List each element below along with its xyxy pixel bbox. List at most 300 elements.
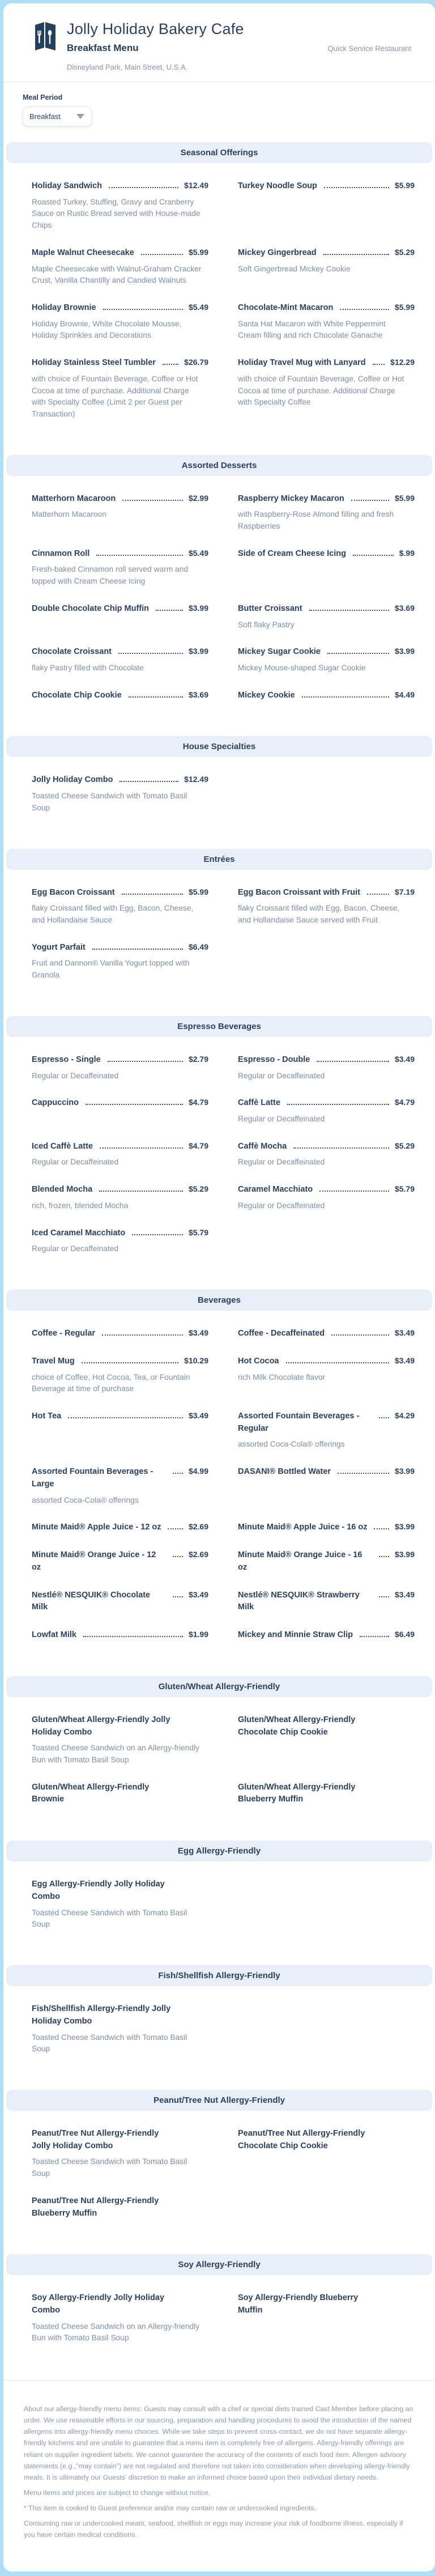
menu-item-head	[238, 1097, 415, 1110]
menu-item-head	[32, 2128, 208, 2153]
menu-item	[32, 1714, 208, 1766]
menu-item-head	[32, 2003, 208, 2028]
item-name: Matterhorn Macaroon	[32, 494, 116, 503]
menu-section	[3, 455, 435, 723]
dot-leader	[319, 1191, 389, 1192]
section-items-grid	[3, 2275, 435, 2365]
item-name: Minute Maid® Apple Juice - 12 oz	[32, 1523, 161, 1532]
item-description: Toasted Cheese Sandwich with Tomato Basil Soup	[32, 2033, 187, 2054]
item-price: $1.99	[188, 1630, 208, 1639]
menu-item-head	[32, 302, 208, 314]
menu-item	[32, 493, 208, 533]
item-price: $10.29	[184, 1355, 208, 1365]
menu-item-head	[32, 1227, 208, 1240]
disclaimer-allergy: About our allergy-friendly menu items: Guests may consult with a chef or special diets trained Cast Member before placing an order. We use reasonable efforts in our sourcing, preparation and handling procedures to avoid the introduction of the named allergens into allergy-friendly menu choices. While we take steps to prevent cross-contact, we do not have separate allergy-friendly kitchens and are unable to guarantee that a menu item is completely free of allergens. Allergy-friendly offerings are reliant on supplier ingredient labels. We cannot guarantee the accuracy of the contents of each food item. Allergen advisory statements (e.g.,"may contain") are not regulated and therefore not taken into consideration when developing allergy-friendly meals. It is ultimately our Guests' discretion to make an informed choice based upon their individual dietary needs.	[24, 2405, 413, 2481]
dot-leader	[379, 1556, 389, 1557]
section-header-bar	[6, 849, 432, 870]
item-name: Jolly Holiday Combo	[32, 775, 113, 785]
item-price: $7.19	[394, 887, 415, 896]
menu-item-head	[238, 1466, 415, 1478]
menu-item-head	[32, 1410, 208, 1423]
menu-item	[32, 774, 208, 814]
menu-item	[32, 887, 208, 926]
menu-item-head	[32, 1521, 208, 1534]
item-price: $3.99	[394, 1550, 415, 1559]
dot-leader	[331, 1334, 389, 1336]
menu-item-head	[238, 1410, 415, 1435]
section-header-bar	[6, 2090, 432, 2111]
menu-item-head	[238, 646, 415, 658]
item-price: $5.79	[394, 1184, 415, 1194]
item-description: Toasted Cheese Sandwich with Tomato Basil Soup	[32, 792, 187, 812]
menu-item	[238, 1355, 415, 1395]
menu-item-head	[32, 646, 208, 658]
dot-leader	[82, 1362, 178, 1363]
menu-item-head	[238, 548, 415, 560]
meal-period-dropdown[interactable]	[23, 107, 92, 126]
menu-item	[238, 1589, 415, 1614]
item-description: Holiday Brownie, White Chocolate Mousse, Holiday Sprinkles and Decorations	[32, 319, 182, 340]
menu-item	[32, 942, 208, 981]
dot-leader	[173, 1596, 183, 1597]
item-name: Fish/Shellfish Allergy-Friendly Jolly Holiday Combo	[32, 2004, 171, 2026]
dot-leader	[173, 1556, 183, 1557]
item-price: $6.49	[394, 1630, 415, 1639]
dot-leader	[163, 364, 178, 365]
item-description: Toasted Cheese Sandwich on an Allergy-friendly Bun with Tomato Basil Soup	[32, 1744, 200, 1764]
item-price: $3.69	[188, 690, 208, 699]
item-name: Espresso - Single	[32, 1055, 101, 1064]
menu-section	[3, 2090, 435, 2241]
menu-item-head	[32, 2292, 208, 2317]
item-price: $4.79	[394, 1098, 415, 1107]
item-name: Hot Tea	[32, 1411, 62, 1421]
menu-item	[238, 1097, 415, 1125]
item-price: $3.49	[188, 1589, 208, 1599]
menu-item	[238, 1782, 415, 1806]
menu-item-head	[238, 180, 415, 193]
dot-leader	[92, 949, 183, 950]
item-name: Mickey Sugar Cookie	[238, 647, 321, 657]
menu-item-head	[32, 1328, 208, 1340]
menu-item-head	[32, 1549, 208, 1574]
menu-item	[238, 1184, 415, 1212]
item-price: $5.99	[188, 887, 208, 896]
dot-leader	[173, 1473, 183, 1474]
section-title: Seasonal Offerings	[180, 148, 258, 158]
item-price: $12.29	[390, 358, 415, 367]
page-title: Jolly Holiday Bakery Cafe	[67, 20, 244, 37]
item-name: Egg Bacon Croissant	[32, 887, 115, 897]
dot-leader	[317, 1061, 389, 1062]
dot-leader	[122, 500, 183, 501]
menu-item	[32, 1328, 208, 1340]
menu-item	[238, 1054, 415, 1082]
menu-item-head	[32, 493, 208, 505]
dot-leader	[156, 610, 183, 611]
section-title: Beverages	[198, 1295, 241, 1305]
item-name: Minute Maid® Apple Juice - 16 oz	[238, 1523, 368, 1532]
dot-leader	[351, 500, 389, 501]
item-price: $3.99	[394, 647, 415, 656]
item-name: DASANI® Bottled Water	[238, 1467, 331, 1477]
item-description: flaky Pastry filled with Chocolate	[32, 664, 144, 672]
item-price: $3.49	[394, 1589, 415, 1599]
item-description: assorted Coca-Cola® offerings	[32, 1495, 139, 1504]
meal-period-label: Meal Period	[23, 93, 63, 101]
section-header-bar	[6, 142, 432, 163]
item-name: Holiday Stainless Steel Tumbler	[32, 358, 156, 368]
item-name: Caramel Macchiato	[238, 1185, 313, 1195]
menu-item	[238, 1549, 415, 1574]
menu-item-head	[32, 357, 208, 369]
menu-item	[238, 1410, 415, 1451]
menu-item-head	[32, 774, 208, 787]
item-description: Regular or Decaffeinated	[32, 1158, 119, 1167]
item-name: Mickey and Minnie Straw Clip	[238, 1630, 353, 1639]
menu-item	[32, 1355, 208, 1395]
menu-item	[32, 1227, 208, 1255]
item-description: Toasted Cheese Sandwich on an Allergy-friendly Bun with Tomato Basil Soup	[32, 2322, 200, 2343]
menu-section	[3, 1965, 435, 2076]
menu-item-head	[32, 1184, 208, 1196]
menu-item-head	[238, 1054, 415, 1066]
menu-item-head	[238, 1328, 415, 1340]
item-price: $2.69	[188, 1550, 208, 1559]
item-price: $5.49	[188, 302, 208, 312]
item-price: $4.79	[188, 1141, 208, 1150]
dot-leader	[338, 1473, 389, 1474]
menu-item-head	[32, 1054, 208, 1066]
menu-item	[238, 1714, 415, 1766]
menu-item	[238, 603, 415, 631]
item-description: Fresh-baked Cinnamon roll served warm and topped with Cream Cheese Icing	[32, 565, 189, 586]
menu-item-head	[32, 1589, 208, 1614]
menu-item-head	[238, 1629, 415, 1642]
item-price: $3.49	[394, 1355, 415, 1365]
menu-book-icon	[32, 22, 58, 51]
item-price: $3.49	[394, 1328, 415, 1337]
item-name: Gluten/Wheat Allergy-Friendly Jolly Holiday Combo	[32, 1715, 170, 1737]
menu-item	[32, 2128, 208, 2180]
item-price: $2.99	[188, 493, 208, 503]
menu-item-head	[238, 357, 415, 369]
dot-leader	[102, 1334, 183, 1336]
menu-item-head	[32, 603, 208, 615]
menu-item-head	[32, 1466, 208, 1491]
item-price: $12.49	[184, 775, 208, 784]
section-items-grid	[3, 870, 435, 1002]
menu-item-head	[32, 1355, 208, 1368]
item-description: Regular or Decaffeinated	[238, 1158, 325, 1167]
restaurant-header	[3, 3, 435, 82]
dot-leader	[379, 1417, 389, 1418]
dot-leader	[367, 894, 389, 895]
item-name: Gluten/Wheat Allergy-Friendly Brownie	[32, 1782, 150, 1804]
item-description: flaky Croissant filled with Egg, Bacon, Cheese, and Hollandaise Sauce served with Fruit	[238, 904, 400, 924]
item-name: Gluten/Wheat Allergy-Friendly Blueberry Muffin	[238, 1782, 356, 1804]
section-items-grid	[3, 1037, 435, 1276]
menu-item-head	[238, 603, 415, 615]
item-price: $3.69	[394, 603, 415, 613]
item-name: Chocolate Croissant	[32, 647, 112, 657]
menu-item	[32, 2292, 208, 2344]
item-price: $3.49	[188, 1410, 208, 1420]
menu-item	[238, 690, 415, 702]
dot-leader	[360, 1636, 389, 1637]
menu-item-head	[238, 1549, 415, 1574]
item-price: $5.49	[188, 548, 208, 558]
menu-item-head	[238, 1782, 415, 1806]
item-name: Minute Maid® Orange Juice - 12 oz	[32, 1550, 156, 1572]
section-items-grid	[3, 1986, 435, 2076]
menu-item-head	[32, 887, 208, 899]
item-name: Blended Mocha	[32, 1185, 93, 1195]
menu-item-head	[32, 180, 208, 193]
item-price: $3.99	[394, 1466, 415, 1476]
item-description: with choice of Fountain Beverage, Coffee or Hot Cocoa at time of purchase. Additional Charge with Specialty Coffee (Limit 2 per Guest per Transaction)	[32, 374, 198, 418]
dot-leader	[68, 1417, 183, 1418]
item-price: $5.29	[394, 247, 415, 257]
item-price: $.99	[399, 548, 415, 558]
item-name: Iced Caramel Macchiato	[32, 1228, 126, 1238]
menu-item	[238, 646, 415, 674]
menu-section	[3, 1016, 435, 1276]
item-description: rich, frozen, blended Mocha	[32, 1201, 129, 1210]
menu-item	[32, 1549, 208, 1574]
item-name: Hot Cocoa	[238, 1356, 279, 1366]
dot-leader	[353, 555, 394, 556]
disclaimer-cooked: * This item is cooked to Guest preference and/or may contain raw or undercooked ingredients.	[24, 2503, 317, 2512]
dot-leader	[86, 1104, 183, 1105]
item-price: $3.99	[188, 647, 208, 656]
item-name: Holiday Brownie	[32, 303, 96, 312]
item-price: $3.49	[188, 1328, 208, 1337]
item-price: $5.79	[188, 1227, 208, 1237]
dot-leader	[99, 1191, 183, 1192]
menu-item	[238, 1629, 415, 1642]
menu-item	[238, 302, 415, 342]
menu-item	[238, 548, 415, 588]
item-description: Maple Cheesecake with Walnut-Graham Cracker Crust, Vanilla Chantilly and Candied Walnuts	[32, 264, 202, 285]
item-description: Roasted Turkey, Stuffing, Gravy and Cranberry Sauce on Rustic Bread served with House-made Chips	[32, 197, 201, 230]
section-items-grid	[3, 1861, 435, 1952]
item-name: Egg Allergy-Friendly Jolly Holiday Combo	[32, 1880, 165, 1901]
section-header-bar	[6, 1290, 432, 1311]
section-items-grid	[3, 757, 435, 835]
item-name: Holiday Travel Mug with Lanyard	[238, 358, 366, 368]
menu-item	[32, 548, 208, 588]
dot-leader	[100, 1147, 183, 1149]
menu-item-head	[238, 887, 415, 899]
item-description: Soft flaky Pastry	[238, 620, 295, 629]
menu-item-head	[32, 1097, 208, 1110]
item-price: $5.29	[188, 1184, 208, 1194]
menu-item	[238, 1328, 415, 1340]
section-header-bar	[6, 1840, 432, 1861]
item-name: Soy Allergy-Friendly Jolly Holiday Combo	[32, 2293, 164, 2315]
menu-item	[32, 2195, 208, 2220]
page-subtitle: Breakfast Menu	[67, 42, 139, 53]
dot-leader	[168, 1528, 182, 1529]
dot-leader	[340, 309, 389, 310]
item-description: Regular or Decaffeinated	[32, 1071, 119, 1080]
item-price: $4.29	[394, 1410, 415, 1420]
section-header-bar	[6, 1016, 432, 1037]
item-name: Double Chocolate Chip Muffin	[32, 603, 150, 613]
item-name: Coffee - Decaffeinated	[238, 1329, 325, 1338]
dot-leader	[286, 1362, 389, 1363]
section-items-grid	[3, 163, 435, 441]
menu-section	[3, 142, 435, 441]
service-type-label: Quick Service Restaurant	[327, 44, 411, 53]
dot-leader	[132, 1234, 183, 1235]
section-title: House Specialties	[182, 742, 256, 752]
item-name: Espresso - Double	[238, 1055, 310, 1064]
item-price: $2.79	[188, 1054, 208, 1064]
menu-item	[32, 1466, 208, 1506]
item-name: Maple Walnut Cheesecake	[32, 248, 134, 257]
item-name: Egg Bacon Croissant with Fruit	[238, 887, 360, 897]
item-description: choice of Coffee, Hot Cocoa, Tea, or Fountain Beverage at time of purchase	[32, 1372, 190, 1393]
menu-item	[32, 690, 208, 702]
dot-leader	[374, 1528, 389, 1529]
meal-period-block	[3, 82, 435, 129]
menu-item	[238, 247, 415, 287]
item-price: $4.79	[188, 1098, 208, 1107]
dot-leader	[293, 1147, 389, 1149]
section-title: Espresso Beverages	[177, 1021, 261, 1031]
dot-leader	[103, 309, 183, 310]
item-name: Caffè Mocha	[238, 1141, 287, 1151]
item-price: $3.99	[188, 603, 208, 613]
dot-leader	[122, 894, 183, 895]
menu-item-head	[32, 1714, 208, 1739]
section-items-grid	[3, 1311, 435, 1663]
menu-item-head	[32, 942, 208, 954]
item-description: Regular or Decaffeinated	[238, 1201, 325, 1210]
section-items-grid	[3, 2111, 435, 2241]
menu-item-head	[238, 247, 415, 260]
menu-item	[238, 2292, 415, 2344]
item-name: Butter Croissant	[238, 603, 302, 613]
section-title: Fish/Shellfish Allergy-Friendly	[158, 1971, 280, 1980]
menu-item	[32, 1184, 208, 1212]
item-name: Caffè Latte	[238, 1098, 280, 1108]
dot-leader	[302, 696, 389, 698]
dot-leader	[83, 1636, 183, 1637]
item-name: Travel Mug	[32, 1356, 75, 1366]
footer-disclaimer	[3, 2380, 435, 2567]
item-description: Regular or Decaffeinated	[238, 1115, 325, 1123]
menu-item-head	[238, 1355, 415, 1368]
menu-item-head	[32, 1629, 208, 1642]
page-location: Disneyland Park, Main Street, U.S.A.	[67, 63, 188, 71]
dot-leader	[96, 555, 183, 556]
menu-item-head	[32, 2195, 208, 2220]
dot-leader	[327, 653, 389, 654]
item-description: Toasted Cheese Sandwich with Tomato Basil Soup	[32, 2157, 187, 2178]
item-name: Mickey Cookie	[238, 690, 295, 700]
menu-item	[238, 357, 415, 420]
dot-leader	[109, 187, 178, 188]
menu-item	[32, 1054, 208, 1082]
item-name: Holiday Sandwich	[32, 181, 103, 190]
menu-section	[3, 1290, 435, 1663]
dot-leader	[287, 1104, 389, 1105]
section-header-bar	[6, 736, 432, 757]
item-price: $3.99	[394, 1522, 415, 1532]
menu-item-head	[238, 2292, 415, 2317]
item-price: $3.49	[394, 1054, 415, 1064]
item-name: Peanut/Tree Nut Allergy-Friendly Blueberry Muffin	[32, 2196, 159, 2218]
item-name: Nestlé® NESQUIK® Strawberry Milk	[238, 1590, 360, 1612]
section-title: Entrées	[203, 854, 235, 864]
disclaimer-raw: Consuming raw or undercooked meats, seafood, shellfish or eggs may increase your risk of foodborne illness, especially if you have certain medical conditions.	[24, 2519, 403, 2539]
item-description: flaky Croissant filled with Egg, Bacon, Cheese, and Hollandaise Sauce	[32, 904, 194, 924]
item-name: Minute Maid® Orange Juice - 16 oz	[238, 1550, 362, 1572]
item-name: Chocolate Chip Cookie	[32, 690, 122, 700]
section-header-bar	[6, 2254, 432, 2275]
section-title: Assorted Desserts	[181, 460, 257, 470]
item-name: Cinnamon Roll	[32, 549, 90, 558]
section-items-grid	[3, 476, 435, 723]
menu-item-head	[238, 302, 415, 314]
menu-section	[3, 2254, 435, 2365]
item-name: Peanut/Tree Nut Allergy-Friendly Jolly Holiday Combo	[32, 2128, 159, 2150]
item-description: Soft Gingerbread Mickey Cookie	[238, 264, 351, 273]
section-title: Peanut/Tree Nut Allergy-Friendly	[153, 2095, 285, 2105]
menu-item	[32, 247, 208, 287]
item-description: Toasted Cheese Sandwich with Tomato Basil Soup	[32, 1908, 187, 1929]
item-name: Side of Cream Cheese Icing	[238, 549, 346, 558]
menu-item	[32, 1097, 208, 1125]
menu-section	[3, 1840, 435, 1952]
menu-item	[32, 1521, 208, 1534]
item-name: Iced Caffè Latte	[32, 1141, 93, 1151]
section-header-bar	[6, 1965, 432, 1986]
dot-leader	[379, 1596, 389, 1597]
item-name: Coffee - Regular	[32, 1329, 95, 1338]
item-price: $12.49	[184, 181, 208, 190]
menu-section	[3, 736, 435, 835]
item-price: $26.79	[184, 358, 208, 367]
item-price: $5.99	[394, 302, 415, 312]
item-description: Fruit and Dannon® Vanilla Yogurt topped with Granola	[32, 959, 190, 980]
menu-item	[238, 1466, 415, 1506]
menu-item-head	[32, 1141, 208, 1153]
menu-sections	[3, 142, 435, 2365]
disclaimer-prices: Menu items and prices are subject to change without notice.	[24, 2488, 211, 2497]
item-price: $5.29	[394, 1141, 415, 1150]
item-name: Raspberry Mickey Macaron	[238, 494, 344, 503]
menu-item-head	[238, 1589, 415, 1614]
menu-item-head	[32, 1782, 208, 1806]
item-description: Matterhorn Macaroon	[32, 510, 106, 519]
menu-item	[32, 1878, 208, 1931]
menu-item-head	[238, 690, 415, 702]
item-price: $6.49	[188, 942, 208, 951]
item-price: $5.99	[188, 247, 208, 257]
item-description: with Raspberry-Rose Almond filling and fresh Raspberries	[238, 510, 394, 530]
menu-item-head	[32, 690, 208, 702]
item-name: Nestlé® NESQUIK® Chocolate Milk	[32, 1590, 151, 1612]
item-price: $4.49	[394, 690, 415, 699]
menu-item-head	[238, 1141, 415, 1153]
item-name: Assorted Fountain Beverages - Large	[32, 1467, 153, 1489]
item-description: with choice of Fountain Beverage, Coffee or Hot Cocoa at time of purchase. Additional Charge with Specialty Coffee	[238, 374, 404, 407]
menu-item	[32, 646, 208, 674]
